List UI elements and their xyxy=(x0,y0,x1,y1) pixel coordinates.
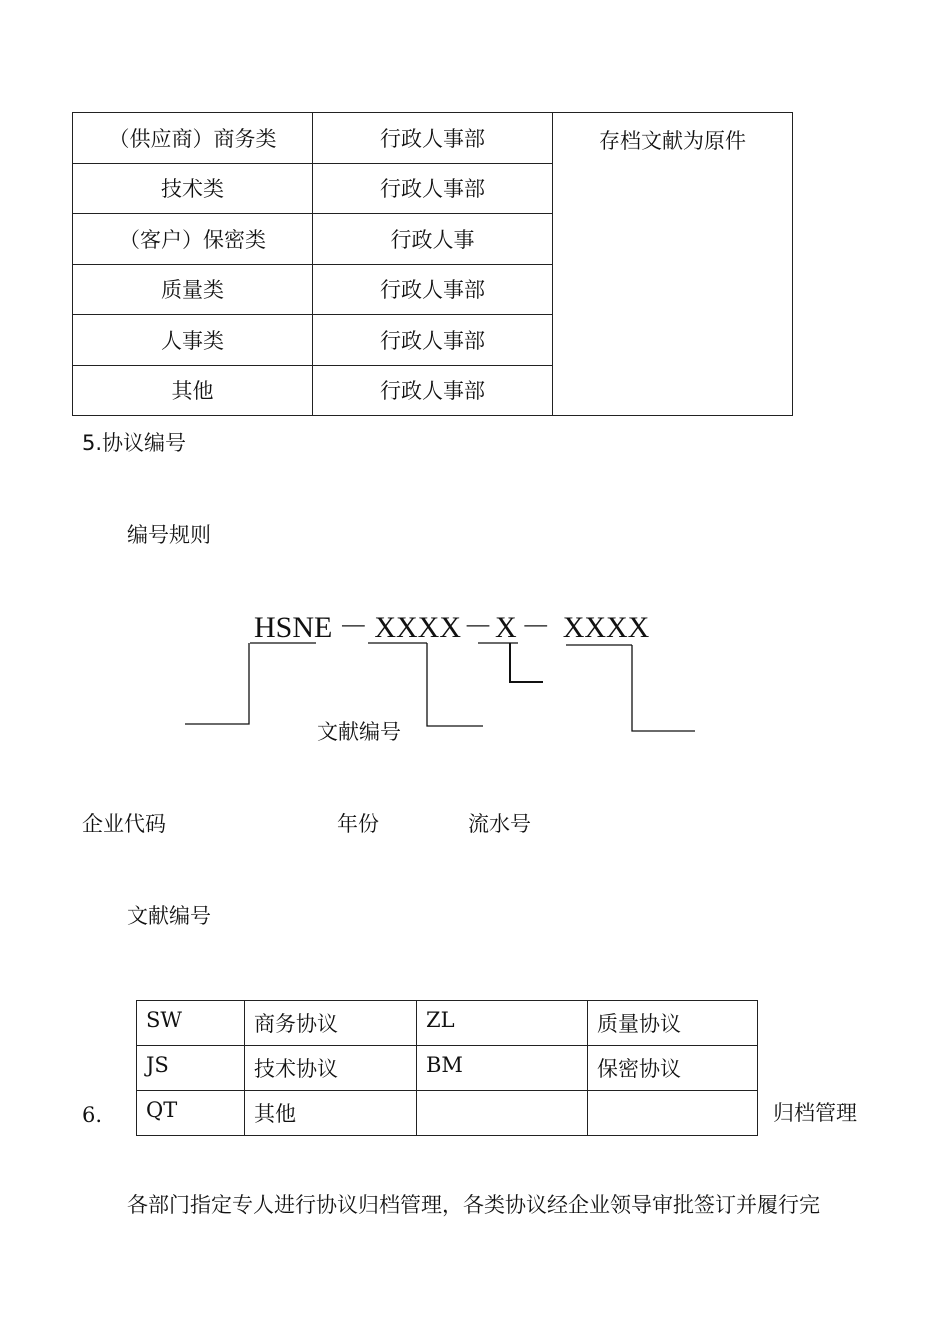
code-meaning-cell: 其他 xyxy=(245,1091,417,1136)
archive-department: 行政人事部 xyxy=(313,163,553,214)
archive-category: 技术类 xyxy=(73,163,313,214)
code-meaning-cell: 保密协议 xyxy=(588,1046,758,1091)
archive-category: 质量类 xyxy=(73,264,313,315)
code-separator: － xyxy=(338,611,369,644)
archive-department: 行政人事部 xyxy=(313,365,553,416)
archive-department: 行政人事部 xyxy=(313,113,553,164)
code-meaning-cell: 商务协议 xyxy=(245,1001,417,1046)
code-cell xyxy=(417,1091,588,1136)
table-row xyxy=(137,1046,758,1091)
code-meaning-cell: 技术协议 xyxy=(245,1046,417,1091)
code-part-year: X xyxy=(495,611,517,644)
code-cell: SW xyxy=(137,1001,245,1046)
archive-category: 人事类 xyxy=(73,315,313,366)
label-year: 年份 xyxy=(337,812,379,836)
code-part-serial: XXXX xyxy=(562,611,650,644)
archive-department: 行政人事部 xyxy=(313,315,553,366)
code-part-doc-no: XXXX xyxy=(374,611,462,644)
archive-note: 存档文献为原件 xyxy=(553,113,793,416)
code-meaning-cell: 质量协议 xyxy=(588,1001,758,1046)
code-separator: － xyxy=(520,611,551,644)
code-cell: QT xyxy=(137,1091,245,1136)
code-separator: － xyxy=(463,611,494,644)
label-company-code: 企业代码 xyxy=(82,812,166,836)
code-part-company: HSNE xyxy=(254,611,333,644)
code-cell: BM xyxy=(417,1046,588,1091)
code-meaning-cell xyxy=(588,1091,758,1136)
section-6-heading: 归档管理 xyxy=(773,1101,857,1125)
archive-category: （客户）保密类 xyxy=(73,214,313,265)
code-cell: ZL xyxy=(417,1001,588,1046)
label-doc-number: 文献编号 xyxy=(317,720,401,744)
archive-category: 其他 xyxy=(73,365,313,416)
section-5-heading: 5.协议编号 xyxy=(82,431,187,455)
doc-code-table xyxy=(136,1000,758,1136)
table-row xyxy=(137,1091,758,1136)
numbering-rule-title: 编号规则 xyxy=(127,523,211,547)
doc-code-title: 文献编号 xyxy=(127,904,211,928)
archive-category: （供应商）商务类 xyxy=(73,113,313,164)
archive-department: 行政人事部 xyxy=(313,264,553,315)
label-serial: 流水号 xyxy=(468,812,531,836)
code-cell: JS xyxy=(137,1046,245,1091)
table-row xyxy=(137,1001,758,1046)
archive-department: 行政人事 xyxy=(313,214,553,265)
section-6-paragraph: 各部门指定专人进行协议归档管理，各类协议经企业领导审批签订并履行完 xyxy=(127,1193,820,1217)
section-6-number: 6. xyxy=(82,1103,103,1127)
